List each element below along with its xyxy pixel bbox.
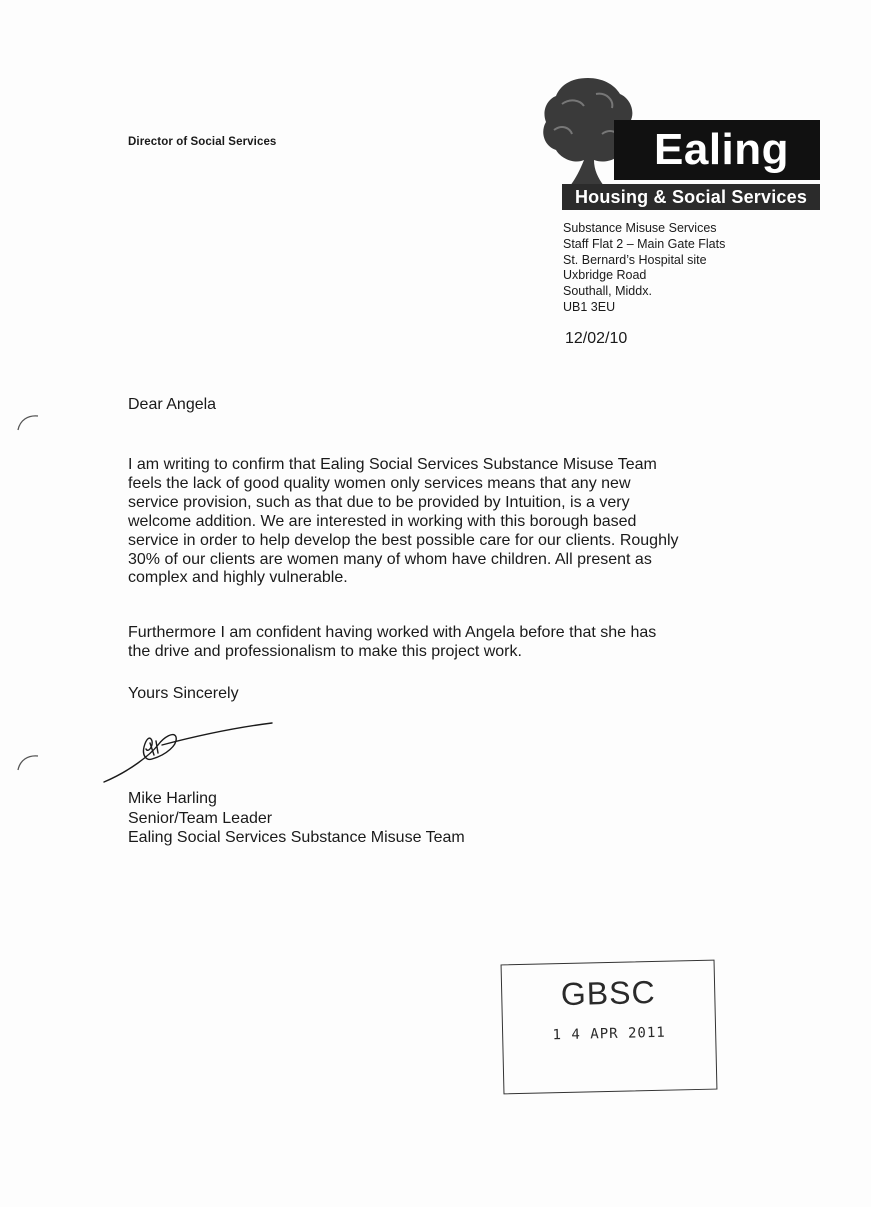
punch-hole-mark-icon — [16, 410, 46, 440]
sender-title: Director of Social Services — [128, 136, 277, 148]
signatory-role: Senior/Team Leader — [128, 809, 273, 827]
received-stamp — [501, 960, 718, 1095]
logo-subtitle: Housing & Social Services — [562, 184, 820, 210]
closing: Yours Sincerely — [128, 685, 239, 702]
signatory-block — [128, 789, 465, 848]
text-line: Furthermore I am confident having worked with Angela before that she has — [128, 624, 657, 641]
text-line: service provision, such as that due to be provided by Intuition, is a very — [128, 493, 630, 511]
body-paragraph-2 — [128, 624, 768, 662]
stamp-organisation: GBSC — [560, 973, 656, 1013]
salutation: Dear Angela — [128, 396, 217, 413]
text-line: the drive and professionalism to make this project work. — [128, 642, 522, 660]
letter-date: 12/02/10 — [565, 330, 628, 347]
address-line: Uxbridge Road — [563, 268, 647, 283]
stamp-date: 1 4 APR 2011 — [552, 1024, 666, 1044]
ealing-logo — [540, 74, 822, 214]
punch-hole-mark-icon — [16, 750, 46, 780]
address-line: Staff Flat 2 – Main Gate Flats — [563, 236, 726, 251]
signatory-name: Mike Harling — [128, 790, 217, 807]
body-paragraph-1 — [128, 456, 768, 588]
address-line: UB1 3EU — [563, 299, 616, 314]
signature — [100, 715, 280, 790]
signatory-team: Ealing Social Services Substance Misuse Team — [128, 829, 465, 846]
address-line: Southall, Middx. — [563, 284, 652, 299]
text-line: 30% of our clients are women many of whom have children. All present as — [128, 550, 652, 568]
address-block — [563, 221, 725, 316]
address-line: Substance Misuse Services — [563, 221, 717, 235]
text-line: feels the lack of good quality women only services means that any new — [128, 474, 631, 492]
text-line: complex and highly vulnerable. — [128, 569, 348, 587]
text-line: I am writing to confirm that Ealing Social Services Substance Misuse Team — [128, 456, 657, 473]
address-line: St. Bernard’s Hospital site — [563, 252, 707, 267]
text-line: welcome addition. We are interested in working with this borough based — [128, 512, 637, 530]
text-line: service in order to help develop the best possible care for our clients. Roughly — [128, 531, 679, 549]
logo-wordmark: Ealing — [654, 125, 790, 174]
